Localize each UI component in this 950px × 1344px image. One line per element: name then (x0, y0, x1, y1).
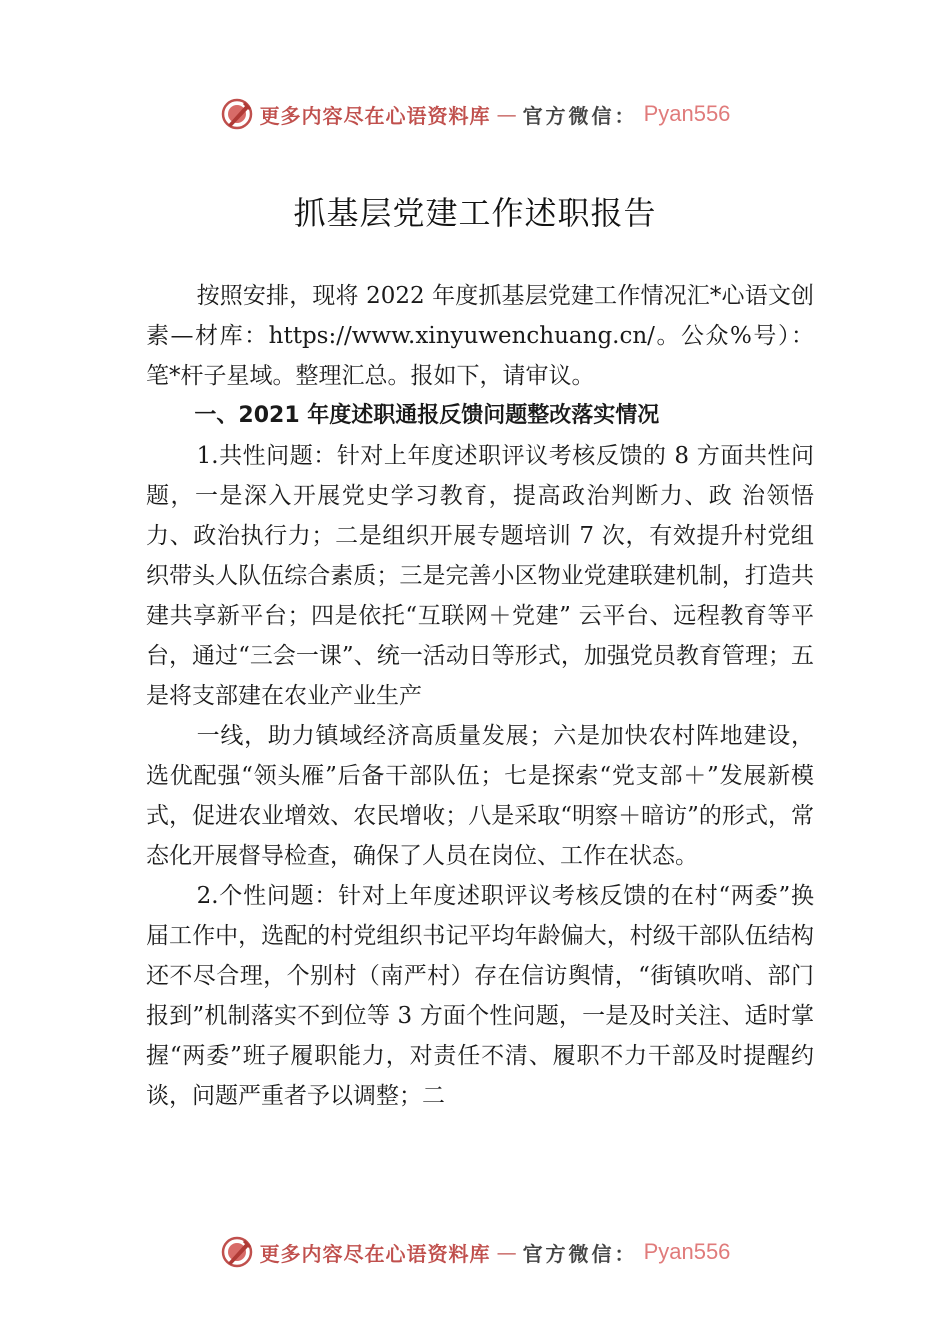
document-body (146, 276, 814, 1116)
banner-separator: — (496, 1240, 517, 1264)
wechat-label: 官方微信： (522, 1241, 638, 1266)
wechat-label: 官方微信： (522, 103, 638, 128)
paragraph-intro: 按照安排，现将 2022 年度抓基层党建工作情况汇*心语文创素—材库：https://www.xinyuwenchuang.cn/。公众%号）：笔*杆子星域。整理汇总。报如下，请审议。 (146, 283, 814, 389)
paragraph-individual-issues: 2.个性问题：针对上年度述职评议考核反馈的在村“两委”换届工作中，选配的村党组织书记平均年龄偏大，村级干部队伍结构还不尽合理，个别村（南严村）存在信访舆情，“街镇吹哨、部门报到”机制落实不到位等 3 方面个性问题，一是及时关注、适时掌握“两委”班子履职能力，对责任不清、履职不力干部及时提醒约谈，问题严重者予以调整；二 (146, 883, 814, 1109)
promo-text: 更多内容尽在心语资料库 (259, 1241, 491, 1266)
promo-text: 更多内容尽在心语资料库 (259, 103, 491, 128)
wechat-id: Pyan556 (643, 1239, 731, 1264)
wechat-id: Pyan556 (643, 101, 731, 126)
document-title: 抓基层党建工作述职报告 (293, 194, 657, 232)
paragraph-common-issues: 1.共性问题：针对上年度述职评议考核反馈的 8 方面共性问题，一是深入开展党史学习教育，提高政治判断力、政 治领悟力、政治执行力；二是组织开展专题培训 7 次，有效提升村党组织带头人队伍综合素质；三是完善小区物业党建联建机制，打造共建共享新平台；四是依托“互联网＋党建” 云平台、远程教育等平台，通过“三会一课”、统一活动日等形式，加强党员教育管理；五是将支部建在农业产业生产 (146, 443, 814, 709)
pen-nib-seal-icon (220, 1235, 254, 1269)
footer-banner (0, 1230, 950, 1274)
header-banner (0, 92, 950, 136)
paragraph-common-issues-cont: 一线，助力镇域经济高质量发展；六是加快农村阵地建设，选优配强“领头雁”后备干部队伍；七是探索“党支部＋”发展新模式，促进农业增效、农民增收；八是采取“明察＋暗访”的形式，常态化开展督导检查，确保了人员在岗位、工作在状态。 (146, 723, 814, 869)
pen-nib-seal-icon (220, 97, 254, 131)
section-heading: 一、2021 年度述职通报反馈问题整改落实情况 (194, 403, 660, 428)
banner-separator: — (496, 102, 517, 126)
